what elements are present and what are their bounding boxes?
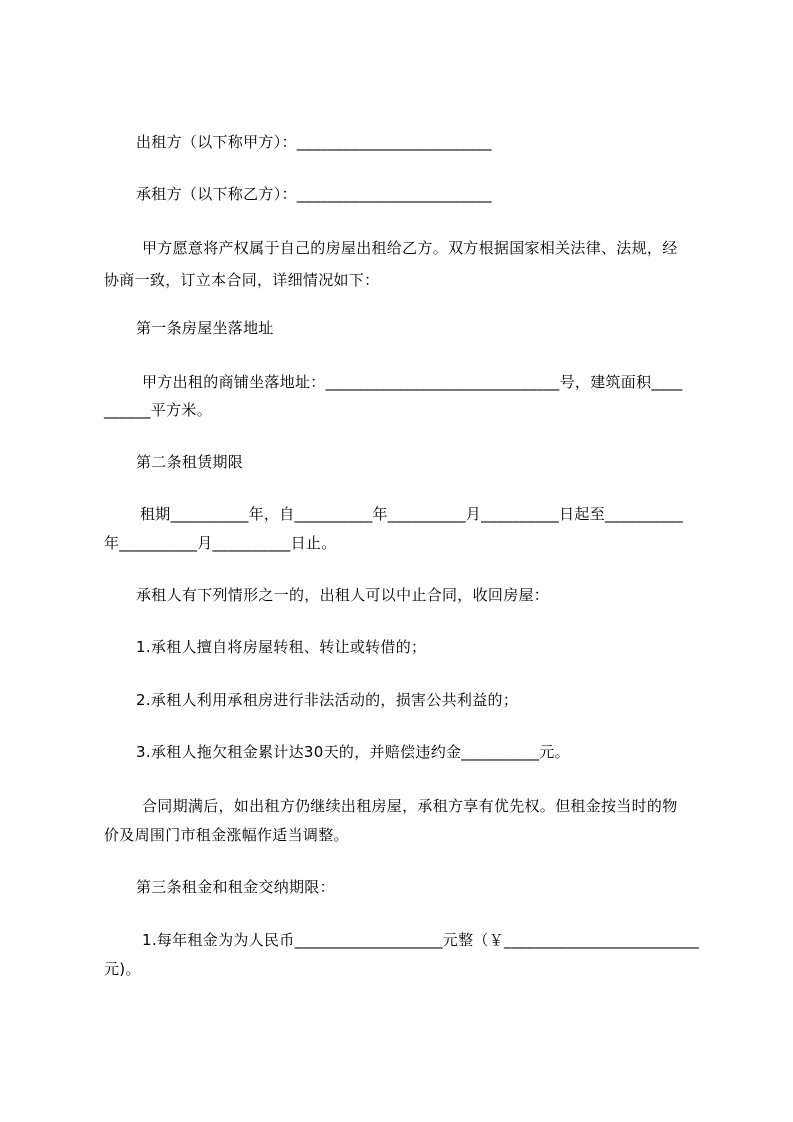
lessor-line: 出租方（以下称甲方）：_________________________ [136, 133, 492, 151]
lease-term-line-2: 年__________月__________日止。 [104, 534, 337, 552]
intro-paragraph-line-2: 协商一致，订立本合同，详细情况如下： [104, 271, 380, 289]
termination-conditions-heading: 承租人有下列情形之一的，出租人可以中止合同，收回房屋： [136, 586, 550, 604]
article-3-heading: 第三条租金和租金交纳期限： [136, 878, 335, 896]
renewal-paragraph-line-1: 合同期满后，如出租方仍继续出租房屋，承租方享有优先权。但租金按当时的物 [142, 797, 678, 815]
annual-rent-line-2: 元)。 [104, 960, 141, 978]
lessee-line: 承租方（以下称乙方）：_________________________ [136, 185, 492, 203]
annual-rent-line-1: 1.每年租金为为人民币___________________元整（￥_________________________ [142, 931, 700, 949]
intro-paragraph-line-1: 甲方愿意将产权属于自己的房屋出租给乙方。双方根据国家相关法律、法规，经 [142, 239, 678, 257]
condition-2: 2.承租人利用承租房进行非法活动的，损害公共利益的； [136, 691, 519, 709]
condition-3: 3.承租人拖欠租金累计达30天的，并赔偿违约金__________元。 [136, 743, 570, 761]
renewal-paragraph-line-2: 价及周围门市租金涨幅作适当调整。 [104, 826, 349, 844]
article-2-heading: 第二条租赁期限 [136, 453, 244, 471]
lease-term-line-1: 租期__________年，自__________年__________月__________日起至__________ [140, 505, 684, 523]
address-line-2: ______平方米。 [104, 401, 213, 419]
article-1-heading: 第一条房屋坐落地址 [136, 319, 274, 337]
address-line-1: 甲方出租的商铺坐落地址：______________________________号，建筑面积____ [142, 373, 683, 391]
condition-1: 1.承租人擅自将房屋转租、转让或转借的； [136, 638, 427, 656]
